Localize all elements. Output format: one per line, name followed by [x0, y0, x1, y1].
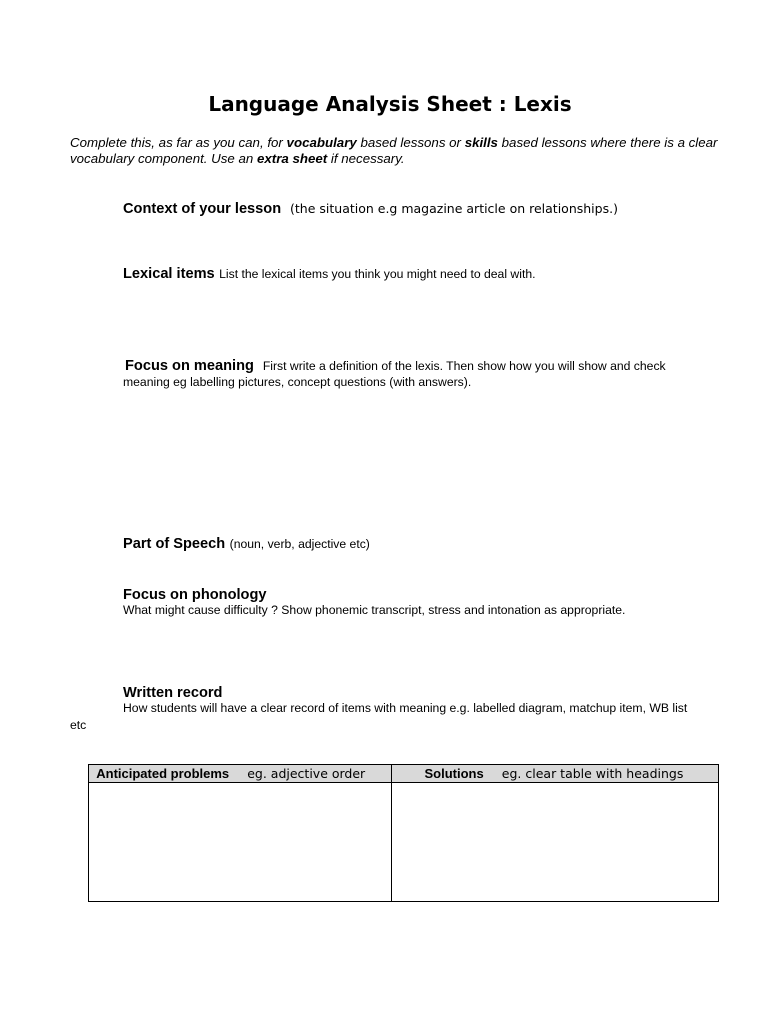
problems-solutions-table: [88, 764, 719, 902]
section-lexical-items: [123, 265, 536, 283]
solutions-example: eg. clear table with headings: [501, 766, 684, 781]
solutions-header: [392, 765, 719, 783]
context-note: (the situation e.g magazine article on relationships.): [290, 201, 618, 216]
part-of-speech-note: (noun, verb, adjective etc): [229, 537, 370, 551]
section-focus-on-meaning: [123, 358, 713, 390]
written-record-note-continued: etc: [70, 718, 87, 732]
intro-text: based lessons or: [356, 135, 465, 150]
lexical-items-heading: Lexical items: [123, 266, 215, 282]
instructions-paragraph: [70, 135, 720, 167]
intro-text: Complete this, as far as you can, for: [70, 135, 287, 150]
focus-on-phonology-heading: Focus on phonology: [123, 587, 267, 603]
section-context: [123, 200, 618, 218]
written-record-note: How students will have a clear record of items with meaning e.g. labelled diagram, matchup item, WB list: [123, 701, 688, 715]
page-title: Language Analysis Sheet : Lexis: [208, 92, 572, 116]
anticipated-problems-cell[interactable]: [89, 783, 392, 902]
focus-on-meaning-note: First write a definition of the lexis. Then show how you will show and check meaning eg labelling pictures, concept questions (with answers).: [123, 359, 666, 389]
context-heading: Context of your lesson: [123, 201, 282, 217]
table-header-row: [89, 765, 719, 783]
anticipated-problems-label: Anticipated problems: [96, 766, 230, 781]
intro-text: if necessary.: [327, 151, 405, 166]
anticipated-problems-header: [89, 765, 392, 783]
lexical-items-note: List the lexical items you think you might need to deal with.: [219, 267, 536, 281]
section-part-of-speech: [123, 535, 370, 553]
focus-on-phonology-note: What might cause difficulty ? Show phonemic transcript, stress and intonation as appropriate.: [123, 603, 626, 617]
intro-emphasis-skills: skills: [464, 135, 498, 150]
solutions-cell[interactable]: [392, 783, 719, 902]
part-of-speech-heading: Part of Speech: [123, 536, 226, 552]
section-focus-on-phonology: [123, 587, 625, 617]
intro-text: based lessons where there is a clear vocabulary component. Use an: [70, 135, 718, 166]
written-record-heading: Written record: [123, 685, 223, 701]
anticipated-problems-example: eg. adjective order: [247, 766, 366, 781]
table-body-row: [89, 783, 719, 902]
focus-on-meaning-heading: Focus on meaning: [125, 358, 254, 374]
intro-emphasis-extra-sheet: extra sheet: [257, 151, 328, 166]
solutions-label: Solutions: [424, 766, 484, 781]
section-written-record: [123, 685, 687, 715]
intro-emphasis-vocabulary: vocabulary: [286, 135, 357, 150]
